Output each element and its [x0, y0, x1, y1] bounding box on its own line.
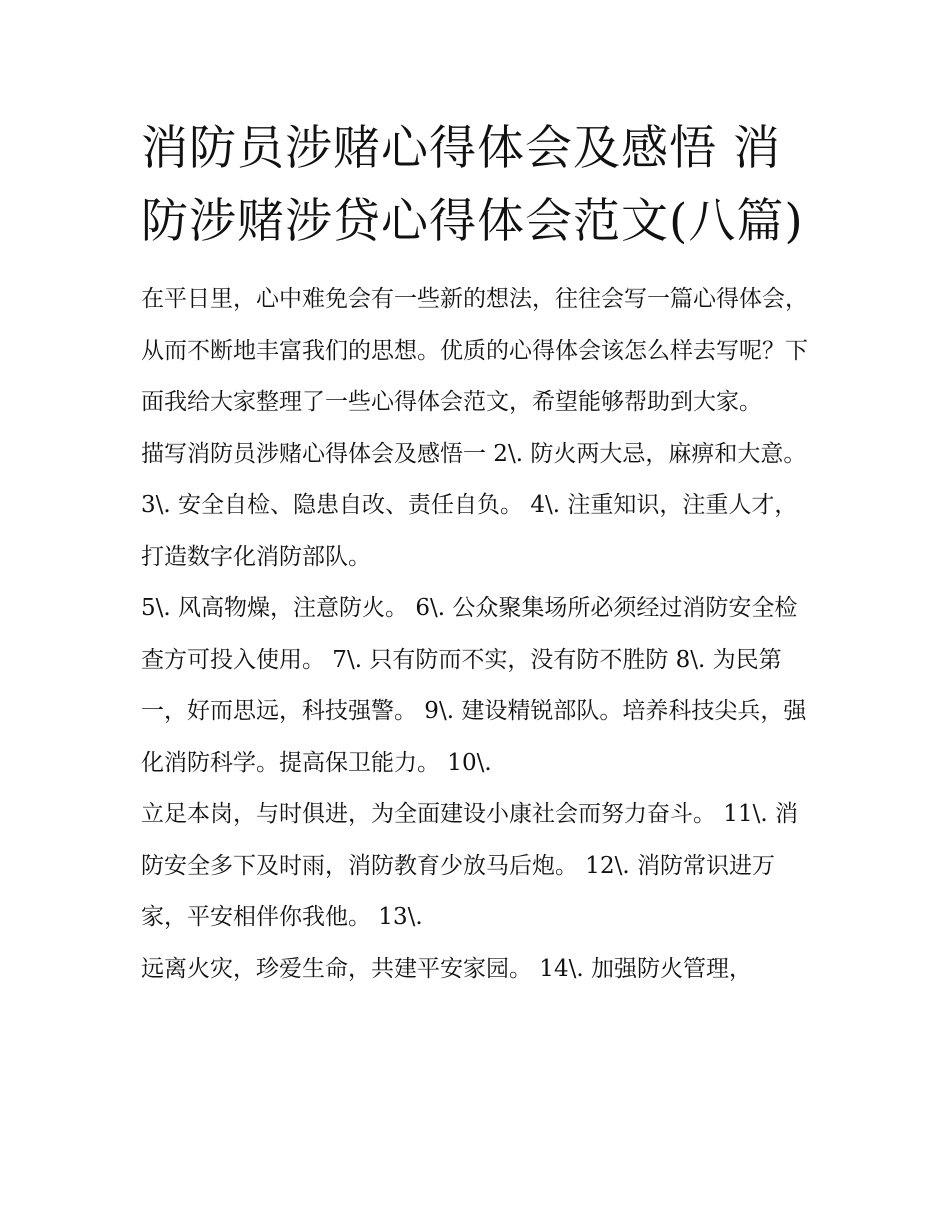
paragraph-2: 5\. 风高物燥，注意防火。 6\. 公众聚集场所必须经过消防安全检查方可投入使用。 7\. 只有防而不实，没有防不胜防 8\. 为民第一，好而思远，科技强警。 9\. 建设精锐部队。培养科技尖兵，强化消防科学。提高保卫能力。 10\. — [141, 595, 807, 776]
paragraph-intro: 在平日里，心中难免会有一些新的想法，往往会写一篇心得体会，从而不断地丰富我们的思想。优质的心得体会该怎么样去写呢？下面我给大家整理了一些心得体会范文，希望能够帮助到大家。 — [141, 286, 808, 415]
paragraph-4: 远离火灾，珍爱生命，共建平安家园。 14\. 加强防火管理， — [141, 955, 752, 982]
document-title: 消防员涉赌心得体会及感悟 消防涉赌涉贷心得体会范文(八篇) — [141, 121, 804, 249]
paragraph-3: 立足本岗，与时俱进，为全面建设小康社会而努力奋斗。 11\. 消防安全多下及时雨，消防教育少放马后炮。 12\. 消防常识进万家，平安相伴你我他。 13\. — [141, 801, 798, 930]
paragraph-1: 描写消防员涉赌心得体会及感悟一 2\. 防火两大忌，麻痹和大意。 3\. 安全自检、隐患自改、责任自负。 4\. 注重知识，注重人才，打造数字化消防部队。 — [141, 440, 807, 570]
